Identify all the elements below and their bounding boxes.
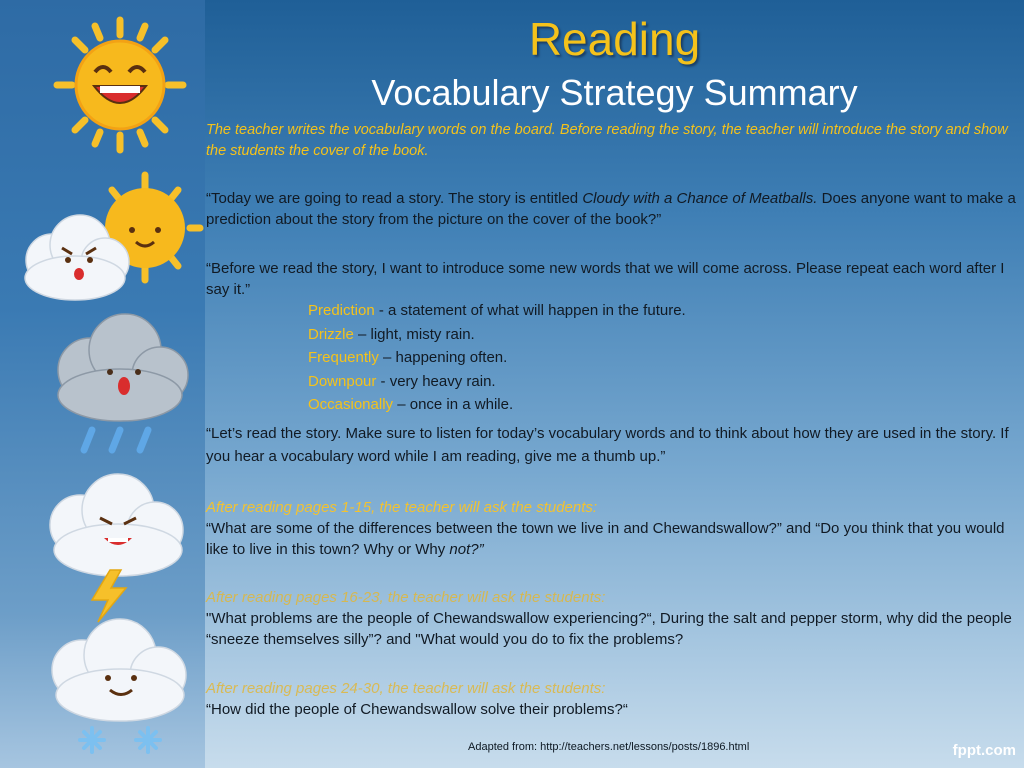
vocab-definition: - very heavy rain. xyxy=(376,372,496,390)
book-introduction-quote: “Today we are going to read a story. The story is entitled Cloudy with a Chance of Meatballs. Does anyone want to make a prediction about the story from the picture on the cover of the book?” xyxy=(206,190,1016,228)
discussion-section xyxy=(206,678,1016,720)
thunder-cloud-icon xyxy=(50,474,183,622)
laughing-sun-icon xyxy=(57,20,183,150)
vocab-item xyxy=(308,370,686,394)
source-footnote: Adapted from: http://teachers.net/lessons/posts/1896.html xyxy=(468,741,750,753)
book-title: Cloudy with a Chance of Meatballs. xyxy=(582,190,818,207)
section-heading: After reading pages 16-23, the teacher will ask the students: xyxy=(206,589,606,606)
vocabulary-introduction-quote: “Before we read the story, I want to introduce some new words that we will come across. Please repeat each word after I say it.” xyxy=(206,260,1005,298)
read-story-quote: “Let’s read the story. Make sure to listen for today’s vocabulary words and to think about how they are used in the story. If you hear a vocabulary word while I am reading, give me a thumb up.” xyxy=(206,425,1009,465)
weather-icon-sidebar xyxy=(0,0,205,768)
rain-cloud-icon xyxy=(58,314,188,450)
vocab-item xyxy=(308,393,686,417)
section-heading: After reading pages 24-30, the teacher will ask the students: xyxy=(206,680,606,697)
vocab-term: Drizzle xyxy=(308,325,354,343)
snow-cloud-icon xyxy=(52,619,186,752)
sun-behind-cloud-icon xyxy=(25,175,200,300)
vocab-item xyxy=(308,346,686,370)
vocab-item xyxy=(308,299,686,323)
vocab-definition: – happening often. xyxy=(378,349,508,366)
vocab-item xyxy=(308,323,686,347)
discussion-section xyxy=(206,497,1016,560)
section-question: “What are some of the differences between the town we live in and Chewandswallow?” and “Do you think that you would like to live in this town? Why or Why not?” xyxy=(206,520,1005,558)
watermark-logo: fppt.com xyxy=(952,742,1016,759)
vocab-definition: - a statement of what will happen in the future. xyxy=(374,302,686,319)
vocab-definition: – light, misty rain. xyxy=(353,325,475,343)
intro-instruction: The teacher writes the vocabulary words on the board. Before reading the story, the teacher will introduce the story and show the students the cover of the book. xyxy=(206,122,1008,159)
vocab-term: Prediction xyxy=(308,302,375,319)
vocab-term: Downpour xyxy=(308,372,377,390)
vocabulary-list xyxy=(308,299,686,417)
vocab-definition: – once in a while. xyxy=(393,396,514,413)
section-heading: After reading pages 1-15, the teacher will ask the students: xyxy=(206,499,598,516)
slide-subtitle: Vocabulary Strategy Summary xyxy=(371,72,858,113)
vocab-term: Frequently xyxy=(308,349,379,366)
section-question: "What problems are the people of Chewandswallow experiencing?“, During the salt and pepper storm, why did the people “sneeze themselves silly”? and "What would you do to fix the problems? xyxy=(206,610,1012,648)
vocab-term: Occasionally xyxy=(308,396,394,413)
slide-title: Reading xyxy=(528,13,701,65)
section-question: “How did the people of Chewandswallow solve their problems?“ xyxy=(206,701,628,718)
discussion-section xyxy=(206,587,1016,650)
